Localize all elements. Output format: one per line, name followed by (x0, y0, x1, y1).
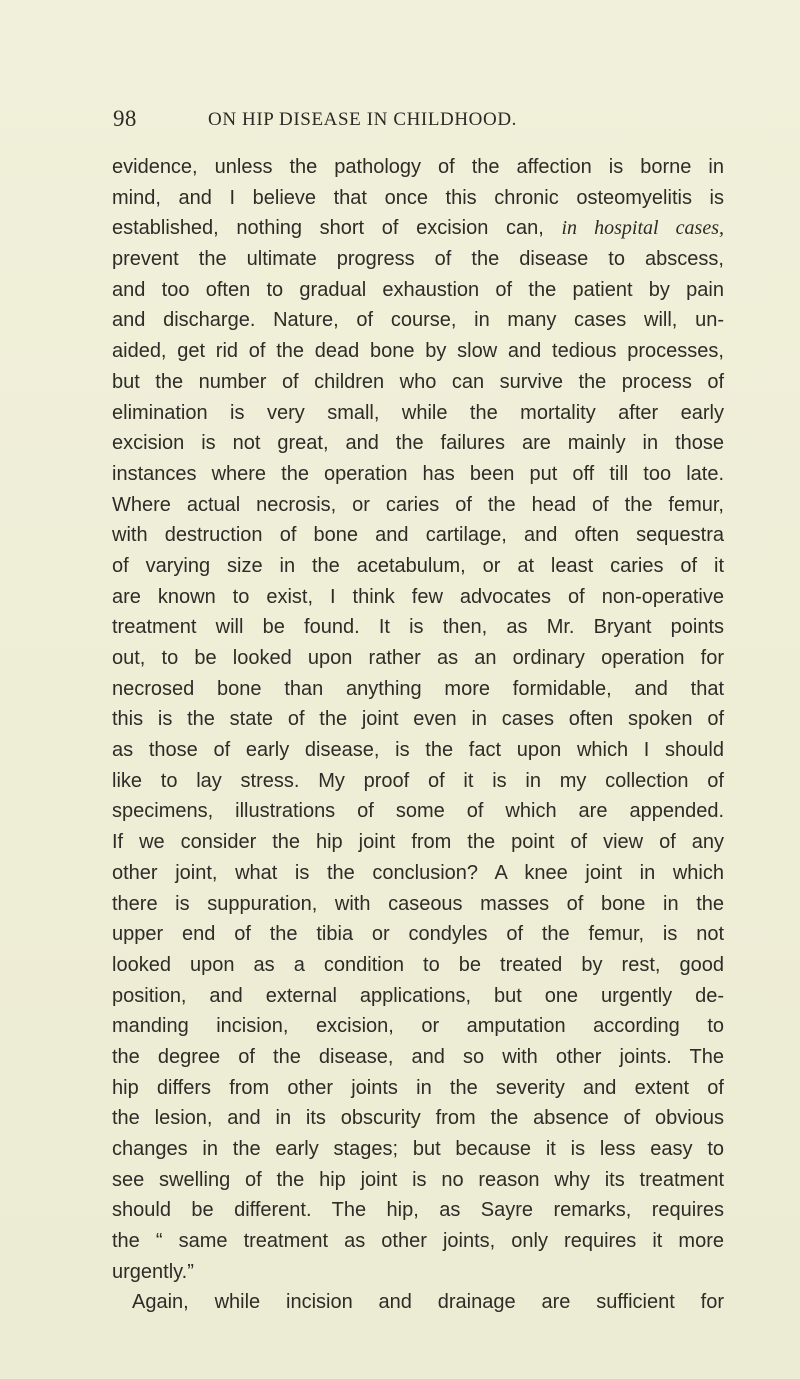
text-line: out, to be looked upon rather as an ordinary operation for (112, 647, 724, 669)
text-line: see swelling of the hip joint is no reason why its treatment (112, 1168, 724, 1191)
text-line: other joint, what is the conclusion? A knee joint in which (112, 861, 724, 884)
text-line: position, and external applications, but one urgently de- (112, 984, 724, 1007)
text-line: evidence, unless the pathology of the affection is borne in (112, 156, 724, 178)
running-head (113, 106, 721, 136)
text-line: necrosed bone than anything more formidable, and that (112, 677, 724, 700)
text-line: the “ same treatment as other joints, only requires it more (112, 1230, 724, 1253)
text-line: should be different. The hip, as Sayre remarks, requires (112, 1199, 724, 1222)
text-line: of varying size in the acetabulum, or at least caries of it (112, 554, 724, 577)
running-title: ON HIP DISEASE IN CHILDHOOD. (208, 109, 517, 130)
paragraph-start-line: Again, while incision and drainage are sufficient for (132, 1291, 724, 1314)
text-line: prevent the ultimate progress of the disease to abscess, (112, 248, 724, 271)
text-line: treatment will be found. It is then, as Mr. Bryant points (112, 616, 724, 639)
text-line (112, 213, 724, 244)
text-segment: established, nothing short of excision can, (112, 217, 562, 240)
text-line: manding incision, excision, or amputation according to (112, 1015, 724, 1038)
text-line: the lesion, and in its obscurity from the absence of obvious (112, 1107, 724, 1130)
text-line: and discharge. Nature, of course, in many cases will, un- (112, 309, 724, 332)
text-line: but the number of children who can survive the process of (112, 370, 724, 393)
text-line: If we consider the hip joint from the point of view of any (112, 831, 724, 854)
paragraph-end-line: urgently.” (112, 1260, 194, 1283)
text-line: as those of early disease, is the fact upon which I should (112, 739, 724, 762)
text-line: the degree of the disease, and so with other joints. The (112, 1045, 724, 1068)
page-number: 98 (113, 106, 137, 131)
text-line: Where actual necrosis, or caries of the head of the femur, (112, 493, 724, 516)
text-line: instances where the operation has been put off till too late. (112, 462, 724, 485)
text-line: like to lay stress. My proof of it is in my collection of (112, 769, 724, 792)
italic-phrase: in hospital cases, (561, 217, 724, 240)
text-line: excision is not great, and the failures are mainly in those (112, 432, 724, 455)
text-line: upper end of the tibia or condyles of the femur, is not (112, 923, 724, 946)
text-line: there is suppuration, with caseous masses of bone in the (112, 892, 724, 915)
text-line: changes in the early stages; but because it is less easy to (112, 1138, 724, 1160)
text-line: and too often to gradual exhaustion of the patient by pain (112, 278, 724, 301)
text-line: this is the state of the joint even in cases often spoken of (112, 708, 724, 731)
text-line: are known to exist, I think few advocates of non-operative (112, 585, 724, 608)
text-line: hip differs from other joints in the severity and extent of (112, 1076, 724, 1099)
text-line: specimens, illustrations of some of which are appended. (112, 800, 724, 823)
text-line: with destruction of bone and cartilage, and often sequestra (112, 524, 724, 547)
text-line: aided, get rid of the dead bone by slow and tedious processes, (112, 340, 724, 363)
body-text (112, 152, 724, 1318)
text-line: mind, and I believe that once this chronic osteomyelitis is (112, 186, 724, 209)
text-line: elimination is very small, while the mortality after early (112, 401, 724, 424)
text-line: looked upon as a condition to be treated by rest, good (112, 953, 724, 976)
